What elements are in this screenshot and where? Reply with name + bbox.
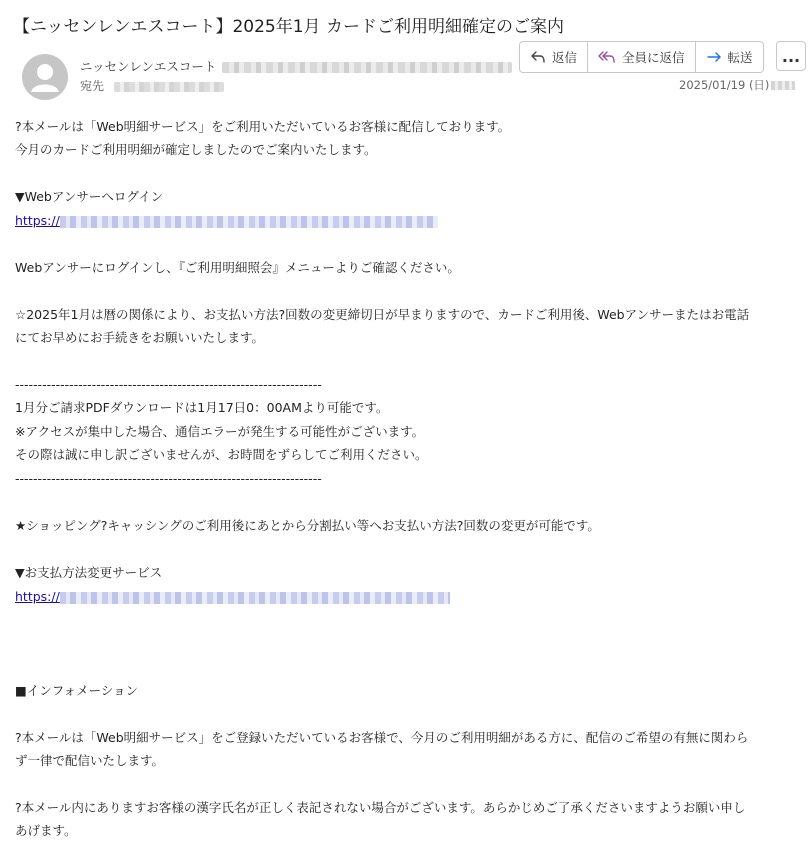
body-line: ?本メール内にありますお客様の漢字氏名が正しく表記されない場合がございます。あらかじめご了承くださいますようお願い申し: [15, 800, 746, 815]
separator: --------------------------------------------------------------------: [15, 471, 322, 486]
body-line: Webアンサーにログインし、『ご利用明細照会』メニューよりご確認ください。: [15, 260, 460, 275]
payment-change-link-redacted[interactable]: [60, 592, 450, 604]
sender[interactable]: [80, 57, 512, 75]
more-icon: ...: [781, 46, 801, 66]
recipient-label: 宛先: [80, 79, 105, 93]
sender-name: ニッセンレンエスコート: [80, 59, 217, 74]
payment-change-link-text[interactable]: https://: [15, 589, 60, 604]
body-line: ▼Webアンサーへログイン: [15, 189, 164, 204]
reply-all-icon: [598, 50, 616, 64]
email-date: [679, 77, 795, 93]
payment-change-link[interactable]: [15, 589, 450, 605]
login-link-text[interactable]: https://: [15, 213, 60, 228]
reply-icon: [530, 50, 546, 64]
body-line: その際は誠に申し訳ございませんが、お時間をずらしてご利用ください。: [15, 447, 428, 462]
body-line: 今月のカードご利用明細が確定しましたのでご案内いたします。: [15, 142, 377, 157]
forward-label: 転送: [727, 50, 753, 65]
body-line: ?本メールは「Web明細サービス」をご登録いただいているお客様で、今月のご利用明細がある方に、配信のご希望の有無に関わら: [15, 730, 749, 745]
time-redacted: [771, 81, 795, 90]
email-subject: 【ニッセンレンエスコート】2025年1月 カードご利用明細確定のご案内: [13, 17, 564, 37]
reply-all-label: 全員に返信: [622, 50, 685, 65]
body-line: ★ショッピング?キャッシングのご利用後にあとから分割払い等へお支払い方法?回数の変更が可能です。: [15, 518, 600, 533]
more-actions-button[interactable]: [776, 41, 806, 71]
recipient[interactable]: [80, 77, 224, 94]
body-line: ず一律で配信いたします。: [15, 753, 165, 768]
recipient-redacted: [114, 82, 224, 92]
avatar-icon: [22, 54, 68, 100]
sender-email-redacted: [222, 62, 512, 73]
separator: --------------------------------------------------------------------: [15, 377, 322, 392]
reply-button[interactable]: [520, 42, 588, 72]
login-link-redacted[interactable]: [60, 216, 438, 228]
login-link[interactable]: [15, 213, 438, 229]
body-line: 1月分ご請求PDFダウンロードは1月17日0：00AMより可能です。: [15, 400, 389, 415]
reply-label: 返信: [552, 50, 578, 65]
body-line: あげます。: [15, 823, 77, 838]
forward-icon: [706, 50, 722, 64]
body-line: ☆2025年1月は暦の関係により、お支払い方法?回数の変更締切日が早まりますので、カードご利用後、Webアンサーまたはお電話: [15, 307, 750, 322]
forward-button[interactable]: [696, 42, 763, 72]
date-text: 2025/01/19 (日): [679, 78, 770, 92]
body-line: にてお早めにお手続きをお願いいたします。: [15, 330, 265, 345]
avatar: [22, 54, 68, 100]
reply-all-button[interactable]: [588, 42, 696, 72]
message-actions: [519, 41, 764, 73]
info-heading: ■インフォメーション: [15, 683, 139, 698]
body-line: ?本メールは「Web明細サービス」をご利用いただいているお客様に配信しております。: [15, 119, 511, 134]
body-line: ※アクセスが集中した場合、通信エラーが発生する可能性がございます。: [15, 424, 425, 439]
body-line: ▼お支払方法変更サービス: [15, 565, 163, 580]
